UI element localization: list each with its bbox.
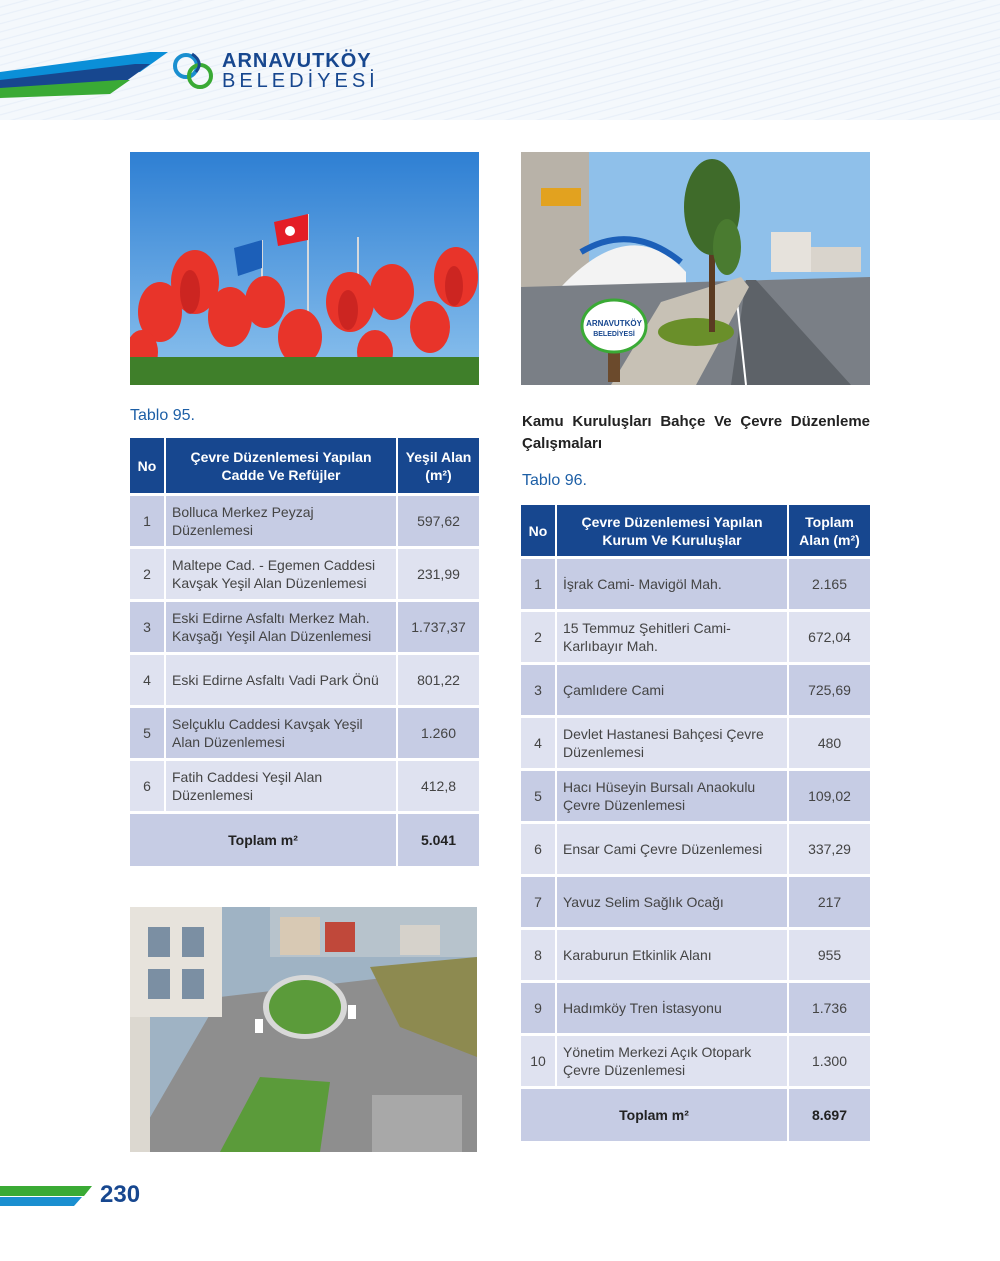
footer-decoration [0, 1184, 95, 1210]
table95-caption: Tablo 95. [130, 407, 195, 424]
table-row [130, 761, 479, 814]
col-header-name: Çevre Düzenlemesi Yapılan Kurum Ve Kuruluşlar [557, 505, 789, 559]
table-row [521, 771, 870, 824]
row-name: Hacı Hüseyin Bursalı Anaokulu Çevre Düzenlemesi [557, 771, 789, 824]
row-area: 1.736 [789, 983, 870, 1036]
row-name: Ensar Cami Çevre Düzenlemesi [557, 824, 789, 877]
tulip-flags-photo [130, 152, 479, 385]
row-area: 672,04 [789, 612, 870, 665]
logo-icon [170, 48, 216, 94]
row-name: Selçuklu Caddesi Kavşak Yeşil Alan Düzenlemesi [166, 708, 398, 761]
table-row [521, 665, 870, 718]
row-area: 725,69 [789, 665, 870, 718]
row-no: 5 [130, 708, 166, 761]
row-name: Bolluca Merkez Peyzaj Düzenlemesi [166, 496, 398, 549]
row-name: Eski Edirne Asfaltı Vadi Park Önü [166, 655, 398, 708]
total-row [130, 814, 479, 869]
row-area: 480 [789, 718, 870, 771]
col-header-no: No [521, 505, 557, 559]
row-area: 801,22 [398, 655, 479, 708]
row-area: 109,02 [789, 771, 870, 824]
row-no: 6 [130, 761, 166, 814]
row-no: 1 [521, 559, 557, 612]
row-area: 597,62 [398, 496, 479, 549]
table-row [521, 612, 870, 665]
municipality-logo [170, 48, 379, 94]
table-row [521, 877, 870, 930]
table-row [130, 655, 479, 708]
table-row [521, 1036, 870, 1089]
row-area: 231,99 [398, 549, 479, 602]
col-header-area: Toplam Alan (m²) [789, 505, 870, 559]
row-area: 955 [789, 930, 870, 983]
row-no: 4 [130, 655, 166, 708]
row-name: İşrak Cami- Mavigöl Mah. [557, 559, 789, 612]
sign-title: ARNAVUTKÖY [586, 319, 642, 328]
table96-caption: Tablo 96. [522, 472, 587, 489]
row-no: 3 [521, 665, 557, 718]
logo-title: ARNAVUTKÖY [222, 50, 372, 72]
page-header [0, 0, 1000, 120]
header-decoration [0, 0, 1000, 120]
row-no: 7 [521, 877, 557, 930]
total-row [521, 1089, 870, 1144]
row-name: Çamlıdere Cami [557, 665, 789, 718]
row-name: Eski Edirne Asfaltı Merkez Mah. Kavşağı Yeşil Alan Düzenlemesi [166, 602, 398, 655]
total-value: 8.697 [789, 1089, 870, 1144]
table-row [521, 930, 870, 983]
col-header-name: Çevre Düzenlemesi Yapılan Cadde Ve Refüjler [166, 438, 398, 496]
row-area: 1.260 [398, 708, 479, 761]
row-no: 4 [521, 718, 557, 771]
col-header-no: No [130, 438, 166, 496]
sign-subtitle: BELEDİYESİ [593, 331, 635, 338]
total-label: Toplam m² [521, 1089, 789, 1144]
row-no: 3 [130, 602, 166, 655]
row-no: 2 [130, 549, 166, 602]
row-name: Fatih Caddesi Yeşil Alan Düzenlemesi [166, 761, 398, 814]
col-header-area: Yeşil Alan (m²) [398, 438, 479, 496]
table-row [521, 824, 870, 877]
row-name: 15 Temmuz Şehitleri Cami- Karlıbayır Mah. [557, 612, 789, 665]
row-name: Karaburun Etkinlik Alanı [557, 930, 789, 983]
row-no: 1 [130, 496, 166, 549]
row-no: 8 [521, 930, 557, 983]
row-no: 6 [521, 824, 557, 877]
total-value: 5.041 [398, 814, 479, 869]
row-name: Hadımköy Tren İstasyonu [557, 983, 789, 1036]
row-name: Maltepe Cad. - Egemen Caddesi Kavşak Yeşil Alan Düzenlemesi [166, 549, 398, 602]
total-label: Toplam m² [130, 814, 398, 869]
row-name: Yönetim Merkezi Açık Otopark Çevre Düzenlemesi [557, 1036, 789, 1089]
row-area: 2.165 [789, 559, 870, 612]
row-area: 412,8 [398, 761, 479, 814]
row-no: 10 [521, 1036, 557, 1089]
table-row [130, 708, 479, 761]
roundabout-aerial-photo [130, 907, 477, 1152]
table-row [130, 549, 479, 602]
page-number: 230 [100, 1181, 141, 1208]
row-area: 217 [789, 877, 870, 930]
row-area: 337,29 [789, 824, 870, 877]
table95 [130, 438, 479, 869]
table-row [130, 496, 479, 549]
row-name: Yavuz Selim Sağlık Ocağı [557, 877, 789, 930]
row-area: 1.737,37 [398, 602, 479, 655]
row-name: Devlet Hastanesi Bahçesi Çevre Düzenlemesi [557, 718, 789, 771]
row-no: 5 [521, 771, 557, 824]
table96 [521, 505, 870, 1144]
table-row [521, 718, 870, 771]
table-row [521, 983, 870, 1036]
street-median-photo [521, 152, 870, 385]
row-no: 2 [521, 612, 557, 665]
table-row [130, 602, 479, 655]
table-row [521, 559, 870, 612]
row-no: 9 [521, 983, 557, 1036]
logo-subtitle: BELEDİYESİ [222, 70, 379, 92]
section-title: Kamu Kuruluşları Bahçe Ve Çevre Düzenleme Çalışmaları [522, 413, 870, 452]
row-area: 1.300 [789, 1036, 870, 1089]
